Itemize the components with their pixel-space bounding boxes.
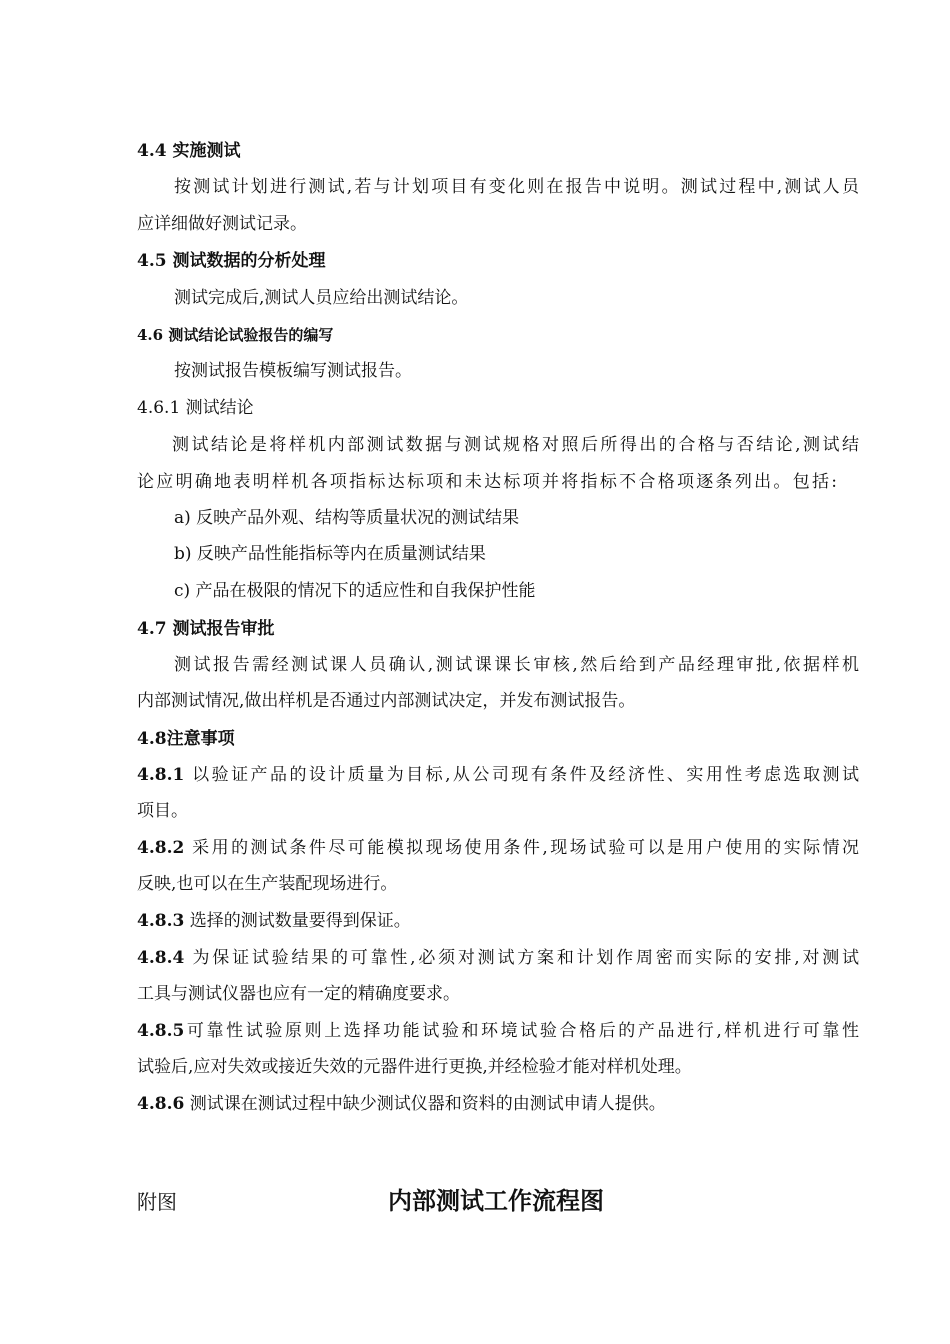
note-text: 可靠性试验原则上选择功能试验和环境试验合格后的产品进行,样机进行可靠性: [184, 1021, 859, 1041]
paragraph-line: 测试结论是将样机内部测试数据与测试规格对照后所得出的合格与否结论,测试结: [172, 435, 859, 455]
paragraph-line: 测试完成后,测试人员应给出测试结论。: [174, 288, 469, 308]
note-text: 采用的测试条件尽可能模拟现场使用条件,现场试验可以是用户使用的实际情况: [184, 838, 859, 858]
note-continuation: 项目。: [137, 801, 188, 821]
note-text: 为保证试验结果的可靠性,必须对测试方案和计划作周密而实际的安排,对测试: [184, 948, 859, 968]
paragraph-line: 按测试报告模板编写测试报告。: [174, 361, 412, 381]
note-item-4-8-3: [137, 909, 411, 933]
figure-title: 内部测试工作流程图: [388, 1186, 604, 1215]
section-heading-4-6: 4.6 测试结论试验报告的编写: [137, 326, 334, 344]
note-text: 选择的测试数量要得到保证。: [184, 911, 411, 931]
note-number: 4.8.2: [137, 838, 185, 858]
note-number: 4.8.1: [137, 765, 185, 785]
note-number: 4.8.4: [137, 948, 185, 968]
note-item-4-8-2: [137, 836, 859, 860]
section-heading-4-8: 4.8注意事项: [137, 729, 235, 749]
section-heading-4-5: 4.5 测试数据的分析处理: [137, 251, 326, 271]
section-heading-4-4: 4.4 实施测试: [137, 141, 241, 161]
note-number: 4.8.3: [137, 911, 185, 931]
section-heading-4-7: 4.7 测试报告审批: [137, 619, 275, 639]
subsection-heading-4-6-1: 4.6.1 测试结论: [137, 398, 254, 418]
note-number: 4.8.6: [137, 1094, 185, 1114]
list-item-a: a) 反映产品外观、结构等质量状况的测试结果: [174, 508, 520, 528]
note-item-4-8-1: [137, 763, 859, 787]
list-item-b: b) 反映产品性能指标等内在质量测试结果: [174, 544, 486, 564]
note-number: 4.8.5: [137, 1021, 185, 1041]
note-text: 测试课在测试过程中缺少测试仪器和资料的由测试申请人提供。: [184, 1094, 666, 1114]
note-item-4-8-6: [137, 1092, 666, 1116]
figure-label: 附图: [137, 1190, 177, 1214]
note-item-4-8-4: [137, 946, 859, 970]
paragraph-line: 内部测试情况,做出样机是否通过内部测试决定，并发布测试报告。: [137, 691, 636, 711]
paragraph-line: 应详细做好测试记录。: [137, 214, 307, 234]
note-item-4-8-5: [137, 1019, 859, 1043]
note-continuation: 工具与测试仪器也应有一定的精确度要求。: [137, 984, 460, 1004]
list-item-c: c) 产品在极限的情况下的适应性和自我保护性能: [174, 581, 536, 601]
paragraph-line: 论应明确地表明样机各项指标达标项和未达标项并将指标不合格项逐条列出。包括:: [137, 472, 837, 492]
note-continuation: 试验后,应对失效或接近失效的元器件进行更换,并经检验才能对样机处理。: [137, 1057, 692, 1077]
note-continuation: 反映,也可以在生产装配现场进行。: [137, 874, 398, 894]
note-text: 以验证产品的设计质量为目标,从公司现有条件及经济性、实用性考虑选取测试: [184, 765, 859, 785]
paragraph-line: 测试报告需经测试课人员确认,测试课课长审核,然后给到产品经理审批,依据样机: [174, 655, 859, 675]
paragraph-line: 按测试计划进行测试,若与计划项目有变化则在报告中说明。测试过程中,测试人员: [174, 177, 859, 197]
